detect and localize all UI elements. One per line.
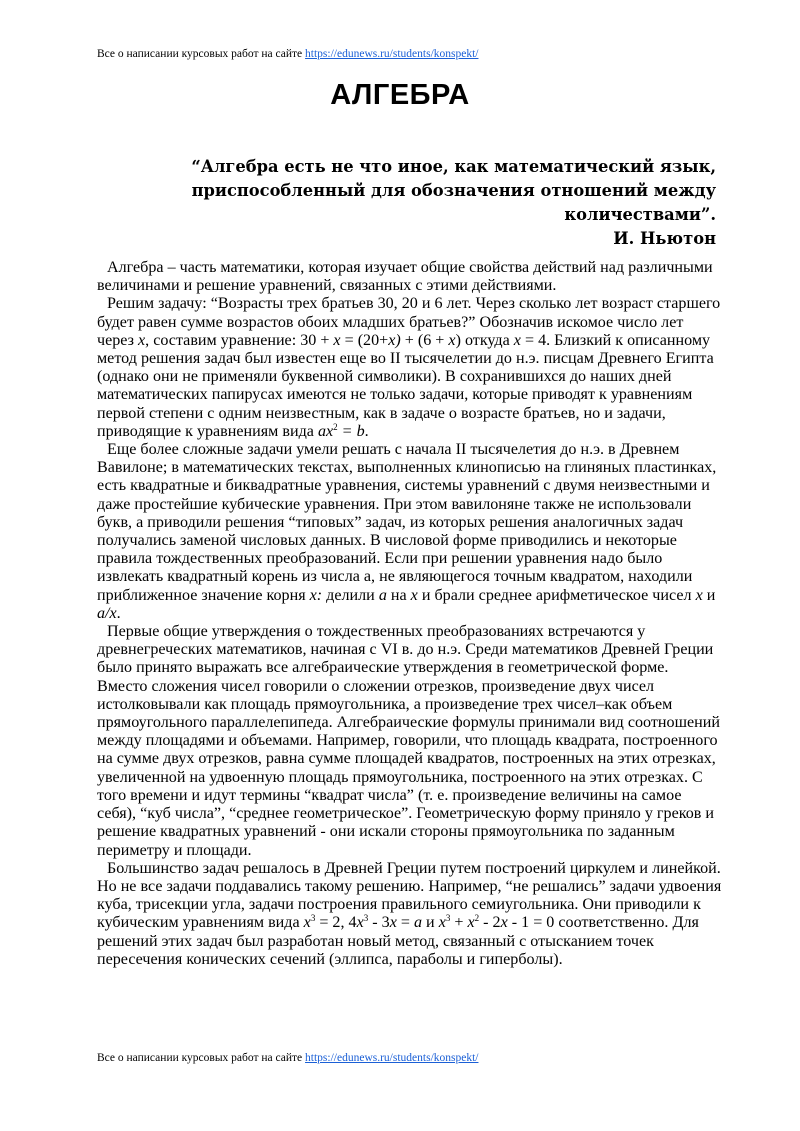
page-footer xyxy=(97,1052,478,1064)
document-title: АЛГЕБРА xyxy=(330,79,470,111)
epigraph xyxy=(156,155,716,251)
footer-link[interactable]: https://edunews.ru/students/konspekt/ xyxy=(305,1052,479,1064)
header-text: Все о написании курсовых работ на сайте xyxy=(97,48,306,60)
epigraph-line: количествами”. xyxy=(564,205,716,224)
paragraph: Большинство задач решалось в Древней Греции путем построений циркулем и линейкой. Но не все задачи поддавались такому решению. Например, “не решались” задачи удвоения куба, трисекции угла, задачи построения правильного семиугольника. Они приводили к кубическим уравнениям вида $x^3 = 2$, $4x^3 - 3x = a$ и $x^3 + x^2 - 2x - 1 = 0$ соответственно. Для решений этих задач был разработан новый метод, связанный с отысканием точек пересечения конических сечений (эллипса, параболы и гиперболы). xyxy=(97,859,722,968)
page-header xyxy=(97,48,478,60)
paragraph: Еще более сложные задачи умели решать с начала II тысячелетия до н.э. в Древнем Вавилоне; в математических текстах, выполненных клинописью на глиняных пластинках, есть квадратные и биквадратные уравнения, системы уравнений с двумя неизвестными и даже простейшие кубические уравнения. При этом вавилоняне также не использовали букв, а приводили решения “типовых” задач, из которых решения аналогичных задач получались заменой числовых данных. В числовой форме приводились и некоторые правила тождественных преобразований. Если при решении уравнения надо было извлекать квадратный корень из числа а, не являющегося точным квадратом, находили приближенное значение корня x: делили a на x и брали среднее арифметическое чисел x и a/x. xyxy=(97,441,717,622)
epigraph-line: приспособленный для обозначения отношений между xyxy=(191,181,716,200)
epigraph-author: И. Ньютон xyxy=(613,229,716,248)
epigraph-line: “Алгебра есть не что иное, как математический язык, xyxy=(191,157,716,176)
footer-text: Все о написании курсовых работ на сайте xyxy=(97,1052,306,1064)
header-link[interactable]: https://edunews.ru/students/konspekt/ xyxy=(305,48,479,60)
paragraph: Первые общие утверждения о тождественных преобразованиях встречаются у древнегреческих математиков, начиная с VI в. до н.э. Среди математиков Древней Греции было принято выражать все алгебраические утверждения в геометрической форме. Вместо сложения чисел говорили о сложении отрезков, произведение двух чисел истолковывали как площадь прямоугольника, а произведение трех чисел–как объем прямоугольного параллелепипеда. Алгебраические формулы принимали вид соотношений между площадями и объемами. Например, говорили, что площадь квадрата, построенного на сумме двух отрезков, равна сумме площадей квадратов, построенных на этих отрезках, увеличенной на удвоенную площадь прямоугольника, построенного на этих отрезках. С того времени и идут термины “квадрат числа” (т. е. произведение величины на самое себя), “куб числа”, “среднее геометрическое”. Геометрическую форму приняло у греков и решение квадратных уравнений - они искали стороны прямоугольника по заданным периметру и площади. xyxy=(97,623,720,859)
document-body xyxy=(97,259,722,969)
paragraph: Решим задачу: “Возрасты трех братьев 30, 20 и 6 лет. Через сколько лет возраст старшего будет равен сумме возрастов обоих младших братьев?” Обозначив искомое число лет через x, составим уравнение: 30 + x = (20+x) + (6 + x) откуда x = 4. Близкий к описанному метод решения задач был известен еще во II тысячелетии до н.э. писцам Древнего Египта (однако они не применяли буквенной символики). В сохранившихся до наших дней математических папирусах имеются не только задачи, которые приводят к уравнениям первой степени с одним неизвестным, как в задаче о возрасте братьев, но и задачи, приводящие к уравнениям вида $ax^2 = b$. xyxy=(97,295,721,440)
paragraph: Алгебра – часть математики, которая изучает общие свойства действий над различными величинами и решение уравнений, связанных с этими действиями. xyxy=(97,259,713,295)
